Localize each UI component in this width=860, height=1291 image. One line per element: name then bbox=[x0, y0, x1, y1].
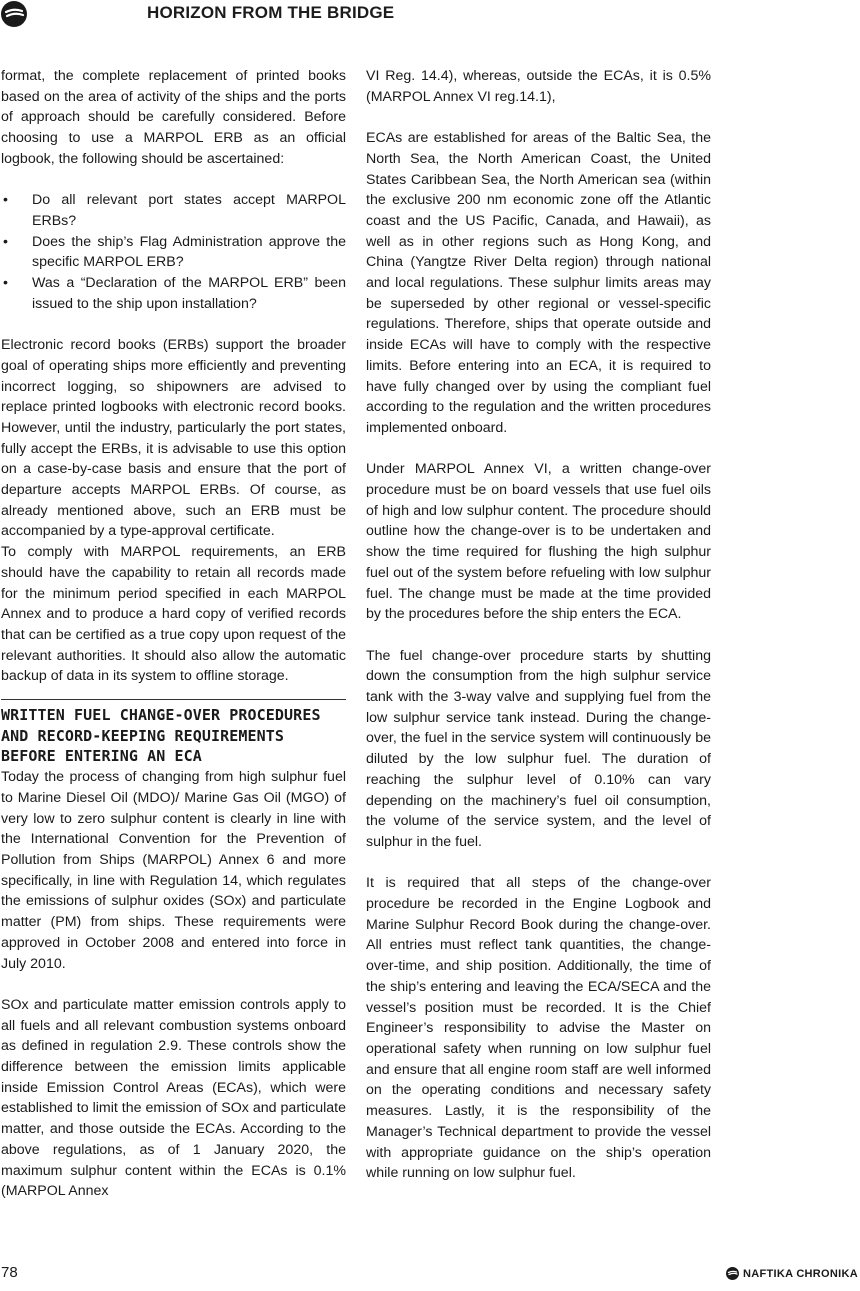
list-item: • Does the ship’s Flag Administration approve the specific MARPOL ERB? bbox=[1, 232, 346, 273]
page-number: 78 bbox=[1, 1264, 18, 1281]
erb-paragraph: Electronic record books (ERBs) support the broader goal of operating ships more efficiently and preventing incorrect logging, so shipowners are advised to replace printed logbooks with electronic record books. However, until the industry, particularly the port states, fully accept the ERBs, it is advisable to use this option on a case-by-case basis and ensure that the port of departure accepts MARPOL ERBs. Of course, as already mentioned above, such an ERB must be accompanied by a type-approval certificate. bbox=[1, 337, 346, 540]
page-footer bbox=[0, 1261, 860, 1291]
comply-paragraph: To comply with MARPOL requirements, an ERB should have the capability to retain all records made for the minimum period specified in each MARPOL Annex and to produce a hard copy of verified records that can be certified as a true copy upon request of the relevant authorities. It should also allow the automatic backup of data in its system to offline storage. bbox=[1, 544, 346, 685]
subheading: WRITTEN FUEL CHANGE-OVER PROCEDURES AND RECORD-KEEPING REQUIREMENTS BEFORE ENTERING AN ECA bbox=[1, 706, 321, 766]
right-column bbox=[366, 66, 711, 1184]
procedure-paragraph: The fuel change-over procedure starts by shutting down the consumption from the high sulphur service tank with the 3-way valve and supplying fuel from the low sulphur service tank instead. During the change-over, the fuel in the service system will continuously be diluted by the low sulphur fuel. The duration of reaching the sulphur level of 0.10% can vary depending on the machinery’s fuel oil consumption, the volume of the service system, and the level of sulphur in the fuel. bbox=[366, 647, 711, 850]
left-column bbox=[1, 66, 346, 1202]
list-item: • Was a “Declaration of the MARPOL ERB” been issued to the ship upon installation? bbox=[1, 273, 346, 314]
sox-paragraph: SOx and particulate matter emission controls apply to all fuels and all relevant combustion systems onboard as defined in regulation 2.9. These controls show the difference between the emission limits applicable inside Emission Control Areas (ECAs), which were established to limit the emission of SOx and particulate matter, and those outside the ECAs. According to the above regulations, as of 1 January 2020, the maximum sulphur content within the ECAs is 0.1% (MARPOL Annex bbox=[1, 996, 346, 1200]
brand bbox=[726, 1267, 858, 1280]
ecas-paragraph: ECAs are established for areas of the Baltic Sea, the North Sea, the North American Coast, the United States Caribbean Sea, the North American sea (within the exclusive 200 nm economic zone off the Atlantic coast and the US Pacific, Canada, and Hawaii), as well as in other regions such as Hong Kong, and China (Yangtze River Delta region) through national and local regulations. These sulphur limits areas may be superseded by other regional or vessel-specific regulations. Therefore, ships that operate outside and inside ECAs will have to comply with the respective limits. Before entering into an ECA, it is required to have fully changed over by using the compliant fuel according to the regulation and the written procedures implemented onboard. bbox=[366, 130, 711, 436]
intro-paragraph: format, the complete replacement of printed books based on the area of activity of the ships and the ports of approach should be carefully considered. Before choosing to use a MARPOL ERB as an official logbook, the following should be ascertained: bbox=[1, 68, 346, 167]
swoosh-logo-icon bbox=[1, 1, 27, 27]
section-title: HORIZON FROM THE BRIDGE bbox=[147, 3, 395, 22]
list-item: • Do all relevant port states accept MARPOL ERBs? bbox=[1, 190, 346, 231]
continuation-paragraph: VI Reg. 14.4), whereas, outside the ECAs, it is 0.5% (MARPOL Annex VI reg.14.1), bbox=[366, 68, 711, 105]
page-header bbox=[0, 0, 860, 30]
today-paragraph: Today the process of changing from high sulphur fuel to Marine Diesel Oil (MDO)/ Marine Gas Oil (MGO) of very low to zero sulphur content is clearly in line with the International Convention for the Prevention of Pollution from Ships (MARPOL) Annex 6 and more specifically, in line with Regulation 14, which regulates the emissions of sulphur oxides (SOx) and particulate matter (PM) from ships. These requirements were approved in October 2008 and entered into force in July 2010. bbox=[1, 769, 346, 972]
erb-checklist bbox=[1, 190, 346, 314]
swoosh-logo-icon bbox=[726, 1267, 739, 1280]
annex-paragraph: Under MARPOL Annex VI, a written change-over procedure must be on board vessels that use fuel oils of high and low sulphur content. The procedure should outline how the change-over is to be undertaken and show the time required for flushing the high sulphur fuel out of the system before refueling with low sulphur fuel. The change must be made at the time provided by the procedures before the ship enters the ECA. bbox=[366, 461, 711, 623]
brand-name: NAFTIKA CHRONIKA bbox=[743, 1267, 858, 1280]
record-paragraph: It is required that all steps of the change-over procedure be recorded in the Engine Logbook and Marine Sulphur Record Book during the change-over. All entries must reflect tank quantities, the change-over-time, and ship position. Additionally, the time of the ship’s entering and leaving the ECA/SECA and the vessel’s position must be recorded. It is the Chief Engineer’s responsibility to advise the Master on operational safety when running on low sulphur fuel and ensure that all engine room staff are well informed on the operating conditions and necessary safety measures. Lastly, it is the responsibility of the Manager’s Technical department to provide the vessel with appropriate guidance on the ship’s operation while running on low sulphur fuel. bbox=[366, 875, 711, 1182]
section-divider bbox=[1, 699, 346, 700]
